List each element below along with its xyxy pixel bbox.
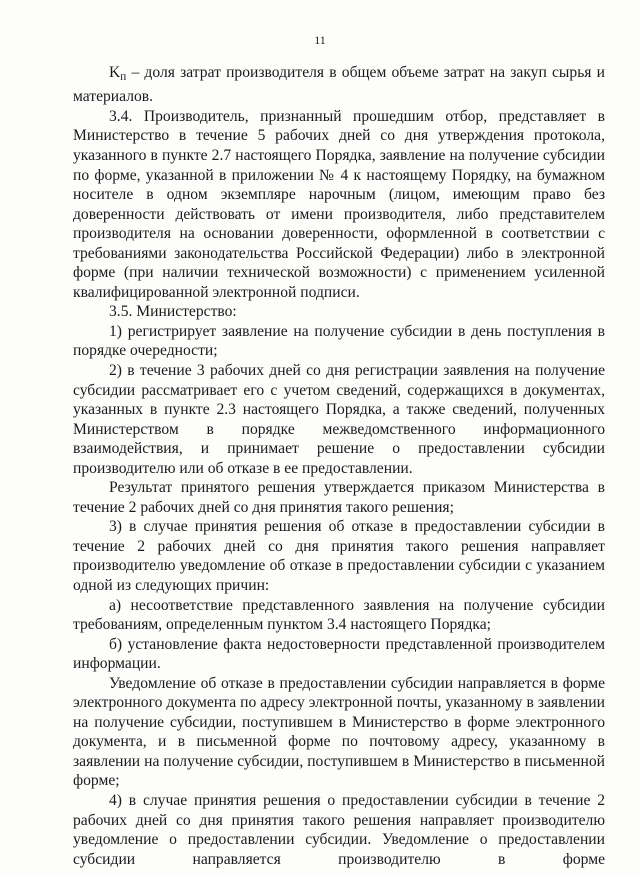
kn-symbol: K [109,64,121,81]
paragraph-3-4: 3.4. Производитель, признанный прошедшим отбор, представляет в Министерство в течение 5 рабочих дней со дня утверждения протокола, указанного в пункте 2.7 настоящего Порядка, заявление на получение субсидии по форме, указанной в приложении № 4 к настоящему Порядку, на бумажном носителе в одном экземпляре нарочным (лицом, имеющим право без доверенности действовать от имени производителя, либо представителем производителя на основании доверенности, оформленной в соответствии с требованиями законодательства Российской Федерации) либо в электронной форме (при наличии технической возможности) с применением усиленной квалифицированной электронной подписи. [73,107,605,301]
paragraph-3-5-item-4: 4) в случае принятия решения о предоставлении субсидии в течение 2 рабочих дней со дня принятия такого решения направляет производителю уведомление о предоставлении субсидии. Уведомление о предоставлении субсидии направляется производителю в форме [73,792,605,868]
paragraph-3-5-item-3: 3) в случае принятия решения об отказе в предоставлении субсидии в течение 2 рабочих дней со дня принятия такого решения направляет производителю уведомление об отказе в предоставлении субсидии с указанием одной из следующих причин: [73,518,605,595]
paragraph-notice: Уведомление об отказе в предоставлении субсидии направляется в форме электронного документа по адресу электронной почты, указанному в заявлении на получение субсидии, поступившем в Министерство в форме электронного документа, и в письменной форме по почтовому адресу, указанному в заявлении на получение субсидии, поступившем в Министерство в письменной форме; [73,674,605,790]
page-number: 11 [314,33,326,47]
paragraph-reason-b: б) установление факта недостоверности представленной производителем информации. [73,635,605,673]
paragraph-kn-definition [73,63,605,107]
paragraph-3-5-item-1: 1) регистрирует заявление на получение субсидии в день поступления в порядке очередности; [73,322,605,360]
document-body [73,63,605,869]
paragraph-reason-a: а) несоответствие представленного заявления на получение субсидии требованиям, определенным пунктом 3.4 настоящего Порядка; [73,596,605,634]
paragraph-result: Результат принятого решения утверждается приказом Министерства в течение 2 рабочих дней со дня принятия такого решения; [73,479,605,516]
kn-definition-text: – доля затрат производителя в общем объеме затрат на закуп сырья и материалов. [73,64,605,106]
kn-subscript: п [120,70,127,83]
paragraph-3-5: 3.5. Министерство: [109,303,237,321]
paragraph-3-5-item-2: 2) в течение 3 рабочих дней со дня регистрации заявления на получение субсидии рассматривает его с учетом сведений, содержащихся в документах, указанных в пункте 2.3 настоящего Порядка, а также сведений, полученных Министерством в порядке межведомственного информационного взаимодействия, и принимает решение о предоставлении субсидии производителю или об отказе в ее предоставлении. [73,362,605,477]
